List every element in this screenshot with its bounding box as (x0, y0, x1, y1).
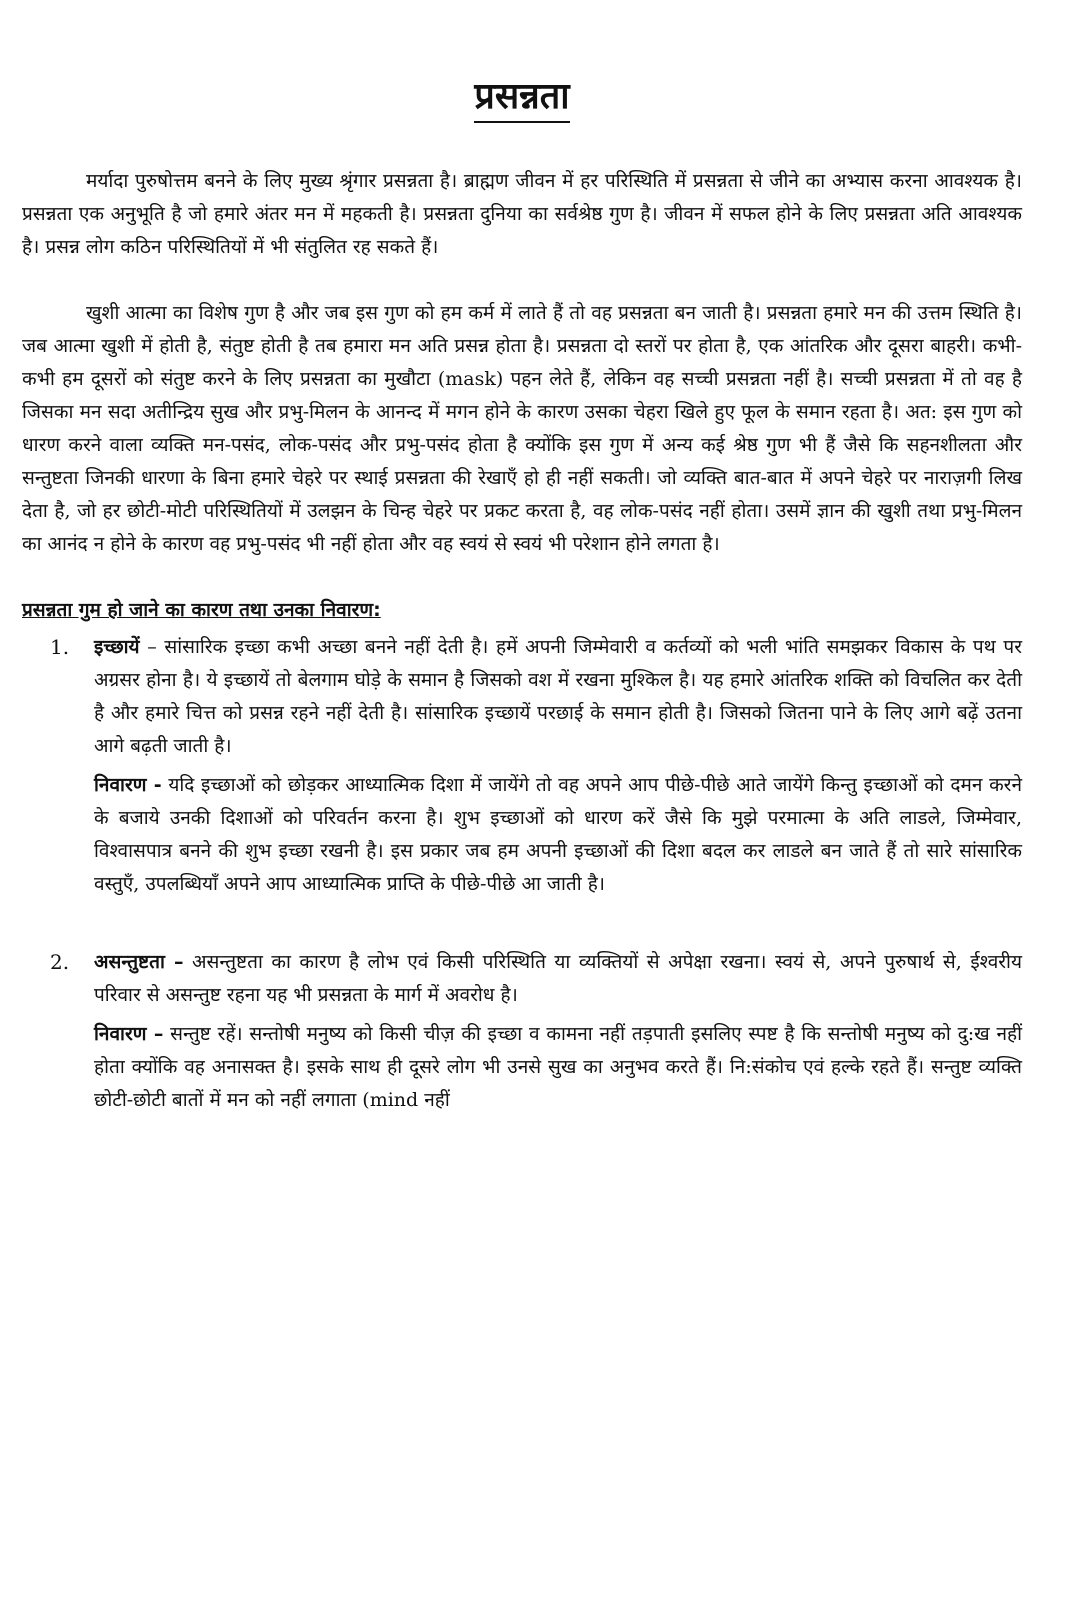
item-description: सांसारिक इच्छा कभी अच्छा बनने नहीं देती है। हमें अपनी जिम्मेवारी व कर्तव्यों को भली भांति समझकर विकास के पथ पर अग्रसर होना है। ये इच्छायें तो बेलगाम घोड़े के समान है जिसको वश में रखना मुश्किल है। यह हमारे आंतरिक शक्ति को विचलित कर देती है और हमारे चित्त को प्रसन्न रहने नहीं देती है। सांसारिक इच्छायें परछाई के समान होती है। जिसको जितना पाने के लिए आगे बढ़ें उतना आगे बढ़ती जाती है। (94, 636, 1022, 757)
remedy-label: निवारण – (94, 1023, 164, 1045)
list-item-text (94, 631, 1022, 763)
remedy-description: सन्तुष्ट रहें। सन्तोषी मनुष्य को किसी चीज़ की इच्छा व कामना नहीं तड़पाती इसलिए स्पष्ट है कि सन्तोषी मनुष्य को दु:ख नहीं होता क्योंकि वह अनासक्त है। इसके साथ ही दूसरे लोग भी उनसे सुख का अनुभव करते हैं। नि:संकोच एवं हल्के रहते हैं। सन्तुष्ट व्यक्ति छोटी-छोटी बातों में मन को नहीं लगाता (mind नहीं (94, 1023, 1022, 1111)
item-dash (183, 951, 192, 973)
body-paragraph: खुशी आत्मा का विशेष गुण है और जब इस गुण को हम कर्म में लाते हैं तो वह प्रसन्नता बन जाती है। प्रसन्नता हमारे मन की उत्तम स्थिति है। जब आत्मा खुशी में होती है, संतुष्ट होती है तब हमारा मन अति प्रसन्न होता है। प्रसन्नता दो स्तरों पर होता है, एक आंतरिक और दूसरा बाहरी। कभी-कभी हम दूसरों को संतुष्ट करने के लिए प्रसन्नता का मुखौटा (mask) पहन लेते हैं, लेकिन वह सच्ची प्रसन्नता नहीं है। सच्ची प्रसन्नता में तो वह है जिसका मन सदा अतीन्द्रिय सुख और प्रभु-मिलन के आनन्द में मगन होने के कारण उसका चेहरा खिले हुए फूल के समान रहता है। अत: इस गुण को धारण करने वाला व्यक्ति मन-पसंद, लोक-पसंद और प्रभु-पसंद होता है क्योंकि इस गुण में अन्य कई श्रेष्ठ गुण भी हैं जैसे कि सहनशीलता और सन्तुष्टता जिनकी धारणा के बिना हमारे चेहरे पर स्थाई प्रसन्नता की रेखाएँ हो ही नहीं सकती। जो व्यक्ति बात-बात में अपने चेहरे पर नाराज़गी लिख देता है, जो हर छोटी-मोटी परिस्थितियों में उलझन के चिन्ह चेहरे पर प्रकट करता है, वह लोक-पसंद नहीं होता। उसमें ज्ञान की खुशी तथा प्रभु-मिलन का आनंद न होने के कारण वह प्रभु-पसंद भी नहीं होता और वह स्वयं से स्वयं भी परेशान होने लगता है। (22, 302, 1022, 555)
list-item-desires (22, 631, 1022, 901)
list-item-text (94, 946, 1022, 1012)
item-description: असन्तुष्टता का कारण है लोभ एवं किसी परिस्थिति या व्यक्तियों से अपेक्षा रखना। स्वयं से, अपने पुरुषार्थ से, ईश्वरीय परिवार से असन्तुष्ट रहना यह भी प्रसन्नता के मार्ग में अवरोध है। (94, 951, 1022, 1006)
page-title-text: प्रसन्नता (474, 70, 569, 123)
remedy-text (94, 769, 1022, 901)
item-label: इच्छायें (94, 636, 140, 658)
document-page (22, 70, 1022, 1117)
list-item-dissatisfaction (22, 946, 1022, 1117)
remedy-label: निवारण - (94, 774, 162, 796)
page-title (22, 70, 1022, 123)
remedy-description: यदि इच्छाओं को छोड़कर आध्यात्मिक दिशा में जायेंगे तो वह अपने आप पीछे-पीछे आते जायेंगे किन्तु इच्छाओं को दमन करने के बजाये उनकी दिशाओं को परिवर्तन करना है। शुभ इच्छाओं को धारण करें जैसे कि मुझे परमात्मा के अति लाडले, जिम्मेवार, विश्वासपात्र बनने की शुभ इच्छा रखनी है। इस प्रकार जब हम अपनी इच्छाओं की दिशा बदल कर लाडले बन जाते हैं तो सारे सांसारिक वस्तुएँ, उपलब्धियाँ अपने आप आध्यात्मिक प्राप्ति के पीछे-पीछे आ जाती है। (94, 774, 1022, 895)
item-dash: – (139, 636, 165, 658)
remedy-text (94, 1018, 1022, 1117)
item-label: असन्तुष्टता – (94, 951, 184, 973)
list-number: 2. (50, 950, 70, 974)
intro-paragraph: मर्यादा पुरुषोत्तम बनने के लिए मुख्य श्रृंगार प्रसन्नता है। ब्राह्मण जीवन में हर परिस्थिति में प्रसन्नता से जीने का अभ्यास करना आवश्यक है। प्रसन्नता एक अनुभूति है जो हमारे अंतर मन में महकती है। प्रसन्नता दुनिया का सर्वश्रेष्ठ गुण है। जीवन में सफल होने के लिए प्रसन्नता अति आवश्यक है। प्रसन्न लोग कठिन परिस्थितियों में भी संतुलित रह सकते हैं। (22, 170, 1022, 258)
list-number: 1. (50, 635, 70, 659)
section-heading: प्रसन्नता गुम हो जाने का कारण तथा उनका निवारण: (22, 599, 381, 621)
